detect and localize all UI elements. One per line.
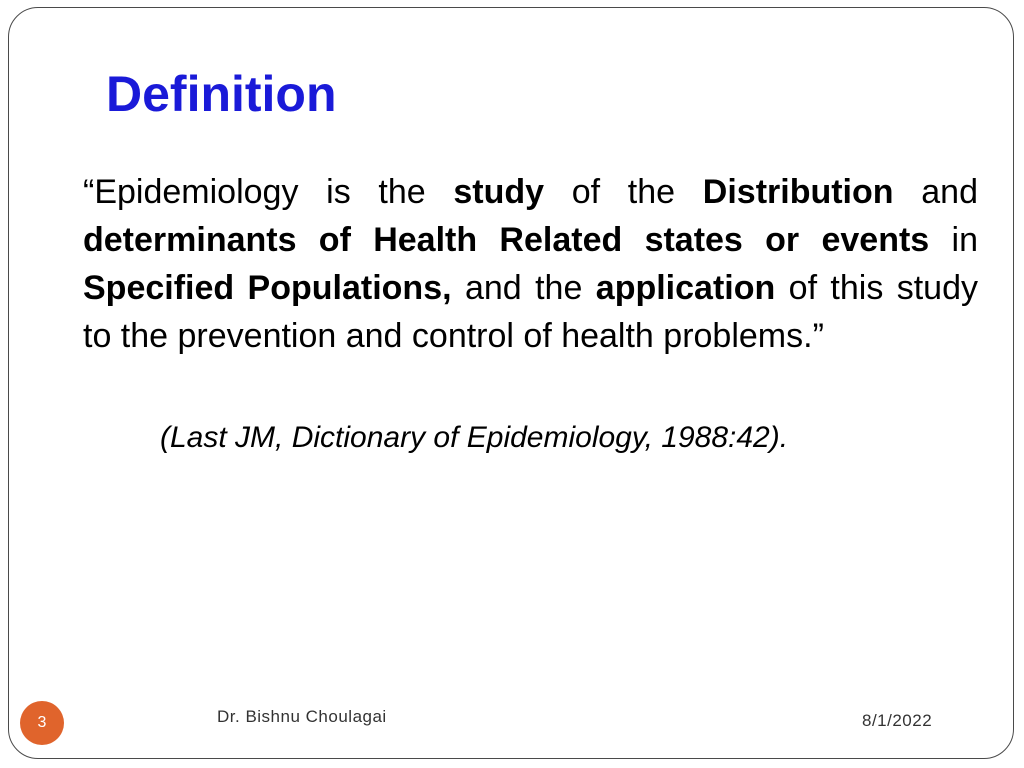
definition-segment-bold: determinants of Health Related states or events bbox=[83, 221, 930, 259]
definition-segment-bold: application bbox=[595, 269, 776, 307]
definition-segment: “Epidemiology is the bbox=[83, 173, 454, 211]
definition-segment: of this study to the prevention and control of health problems.” bbox=[83, 269, 978, 355]
footer-date: 8/1/2022 bbox=[862, 711, 933, 730]
slide-title: Definition bbox=[106, 66, 337, 122]
definition-segment: in bbox=[929, 221, 978, 259]
definition-text bbox=[83, 168, 978, 360]
slide-number-badge: 3 bbox=[20, 701, 64, 745]
definition-segment: of the bbox=[544, 173, 703, 211]
citation: (Last JM, Dictionary of Epidemiology, 1988:42). bbox=[160, 421, 789, 454]
definition-segment: and bbox=[893, 173, 978, 211]
footer-author: Dr. Bishnu Choulagai bbox=[217, 707, 387, 726]
definition-segment: and the bbox=[451, 269, 596, 307]
definition-segment-bold: study bbox=[453, 173, 545, 211]
definition-segment-bold: Distribution bbox=[702, 173, 894, 211]
definition-segment-bold: Specified Populations, bbox=[83, 269, 452, 307]
